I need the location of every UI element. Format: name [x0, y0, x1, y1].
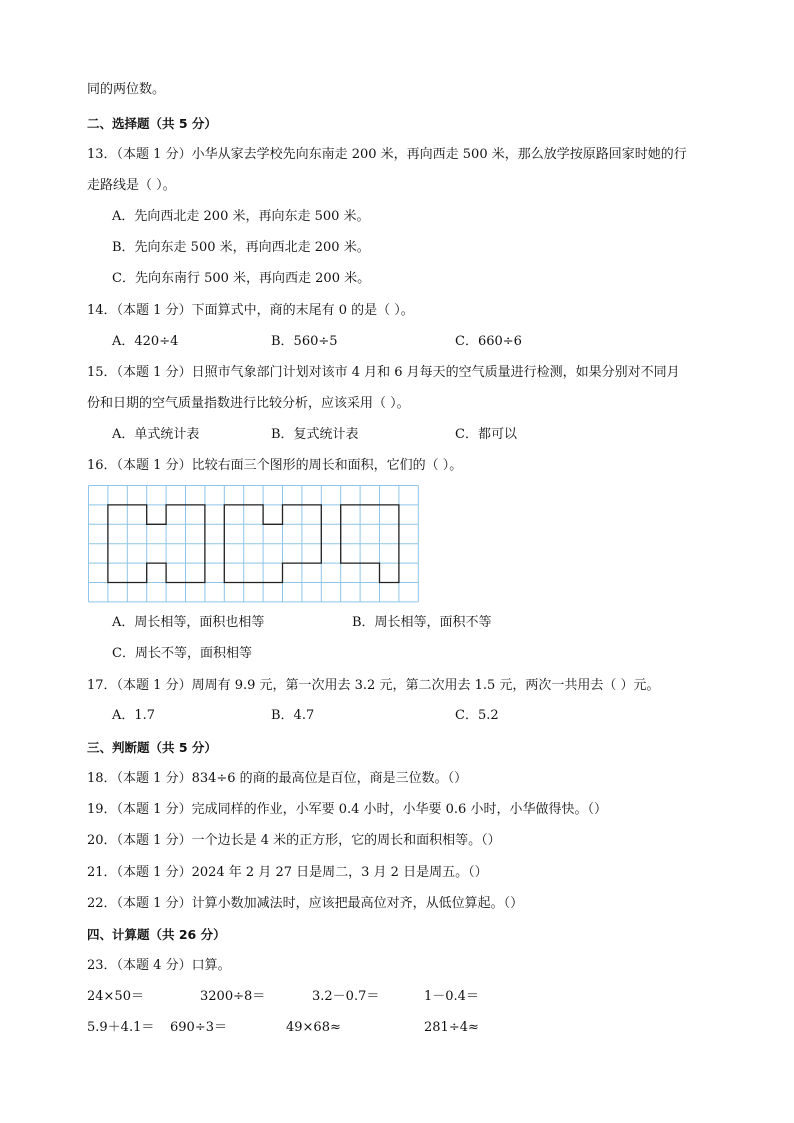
- question-17-text: 17．（本题 1 分）周周有 9.9 元，第一次用去 3.2 元，第二次用去 1.5 元，两次一共用去（ ）元。: [87, 678, 660, 693]
- question-13-option-b[interactable]: B．先向东走 500 米，再向西北走 200 米。: [112, 240, 370, 255]
- question-23-text: 23．（本题 4 分）口算。: [87, 958, 231, 973]
- question-13-text-cont: 走路线是（ ）。: [87, 178, 176, 193]
- question-15-text: 15．（本题 1 分）日照市气象部门计划对该市 4 月和 6 月每天的空气质量进行检测，如果分别对不同月: [87, 365, 680, 380]
- calc-item: 49×68≈: [286, 1020, 341, 1035]
- question-18-text: 18．（本题 1 分）834÷6 的商的最高位是百位，商是三位数。（）: [87, 771, 468, 786]
- section-heading-judge: 三、判断题（共 5 分）: [87, 740, 217, 755]
- question-20-text: 20．（本题 1 分）一个边长是 4 米的正方形，它的周长和面积相等。（）: [87, 833, 501, 848]
- question-13-text: 13．（本题 1 分）小华从家去学校先向东南走 200 米，再向西走 500 米，那么放学按原路回家时她的行: [87, 147, 687, 162]
- question-14-option-a[interactable]: A．420÷4: [112, 334, 179, 349]
- section-heading-calc: 四、计算题（共 26 分）: [87, 927, 226, 942]
- question-16-text: 16．（本题 1 分）比较右面三个图形的周长和面积，它们的（ ）。: [87, 458, 463, 473]
- question-22-text: 22．（本题 1 分）计算小数加减法时，应该把最高位对齐，从低位算起。（）: [87, 896, 524, 911]
- calc-item: 281÷4≈: [424, 1020, 479, 1035]
- question-17-option-a[interactable]: A．1.7: [112, 708, 156, 723]
- calc-item: 1－0.4＝: [424, 989, 479, 1004]
- question-17-option-b[interactable]: B．4.7: [271, 708, 315, 723]
- section-heading-choice: 二、选择题（共 5 分）: [87, 116, 217, 131]
- question-15-text-cont: 份和日期的空气质量指数进行比较分析，应该采用（ ）。: [87, 396, 410, 411]
- grid-figure: [88, 485, 419, 603]
- question-15-option-c[interactable]: C．都可以: [455, 427, 517, 442]
- calc-item: 5.9＋4.1＝: [87, 1020, 155, 1035]
- continued-text: 同的两位数。: [87, 82, 166, 97]
- calc-item: 24×50＝: [87, 989, 144, 1004]
- question-13-option-c[interactable]: C．先向东南行 500 米，再向西走 200 米。: [112, 271, 371, 286]
- question-14-option-c[interactable]: C．660÷6: [455, 334, 522, 349]
- calc-item: 690÷3＝: [170, 1020, 227, 1035]
- question-14-option-b[interactable]: B．560÷5: [271, 334, 338, 349]
- question-14-text: 14．（本题 1 分）下面算式中，商的末尾有 0 的是（ ）。: [87, 303, 414, 318]
- question-16-option-c[interactable]: C．周长不等，面积相等: [112, 646, 252, 661]
- question-15-option-b[interactable]: B．复式统计表: [271, 427, 359, 442]
- question-19-text: 19．（本题 1 分）完成同样的作业，小军要 0.4 小时，小华要 0.6 小时，小华做得快。（）: [87, 802, 607, 817]
- question-21-text: 21．（本题 1 分）2024 年 2 月 27 日是周二，3 月 2 日是周五。（）: [87, 865, 488, 880]
- question-16-option-b[interactable]: B．周长相等，面积不等: [352, 615, 492, 630]
- question-13-option-a[interactable]: A．先向西北走 200 米，再向东走 500 米。: [112, 209, 370, 224]
- calc-item: 3200÷8＝: [200, 989, 266, 1004]
- question-17-option-c[interactable]: C．5.2: [455, 708, 499, 723]
- calc-item: 3.2－0.7＝: [312, 989, 380, 1004]
- question-15-option-a[interactable]: A．单式统计表: [112, 427, 200, 442]
- question-16-option-a[interactable]: A．周长相等，面积也相等: [112, 615, 265, 630]
